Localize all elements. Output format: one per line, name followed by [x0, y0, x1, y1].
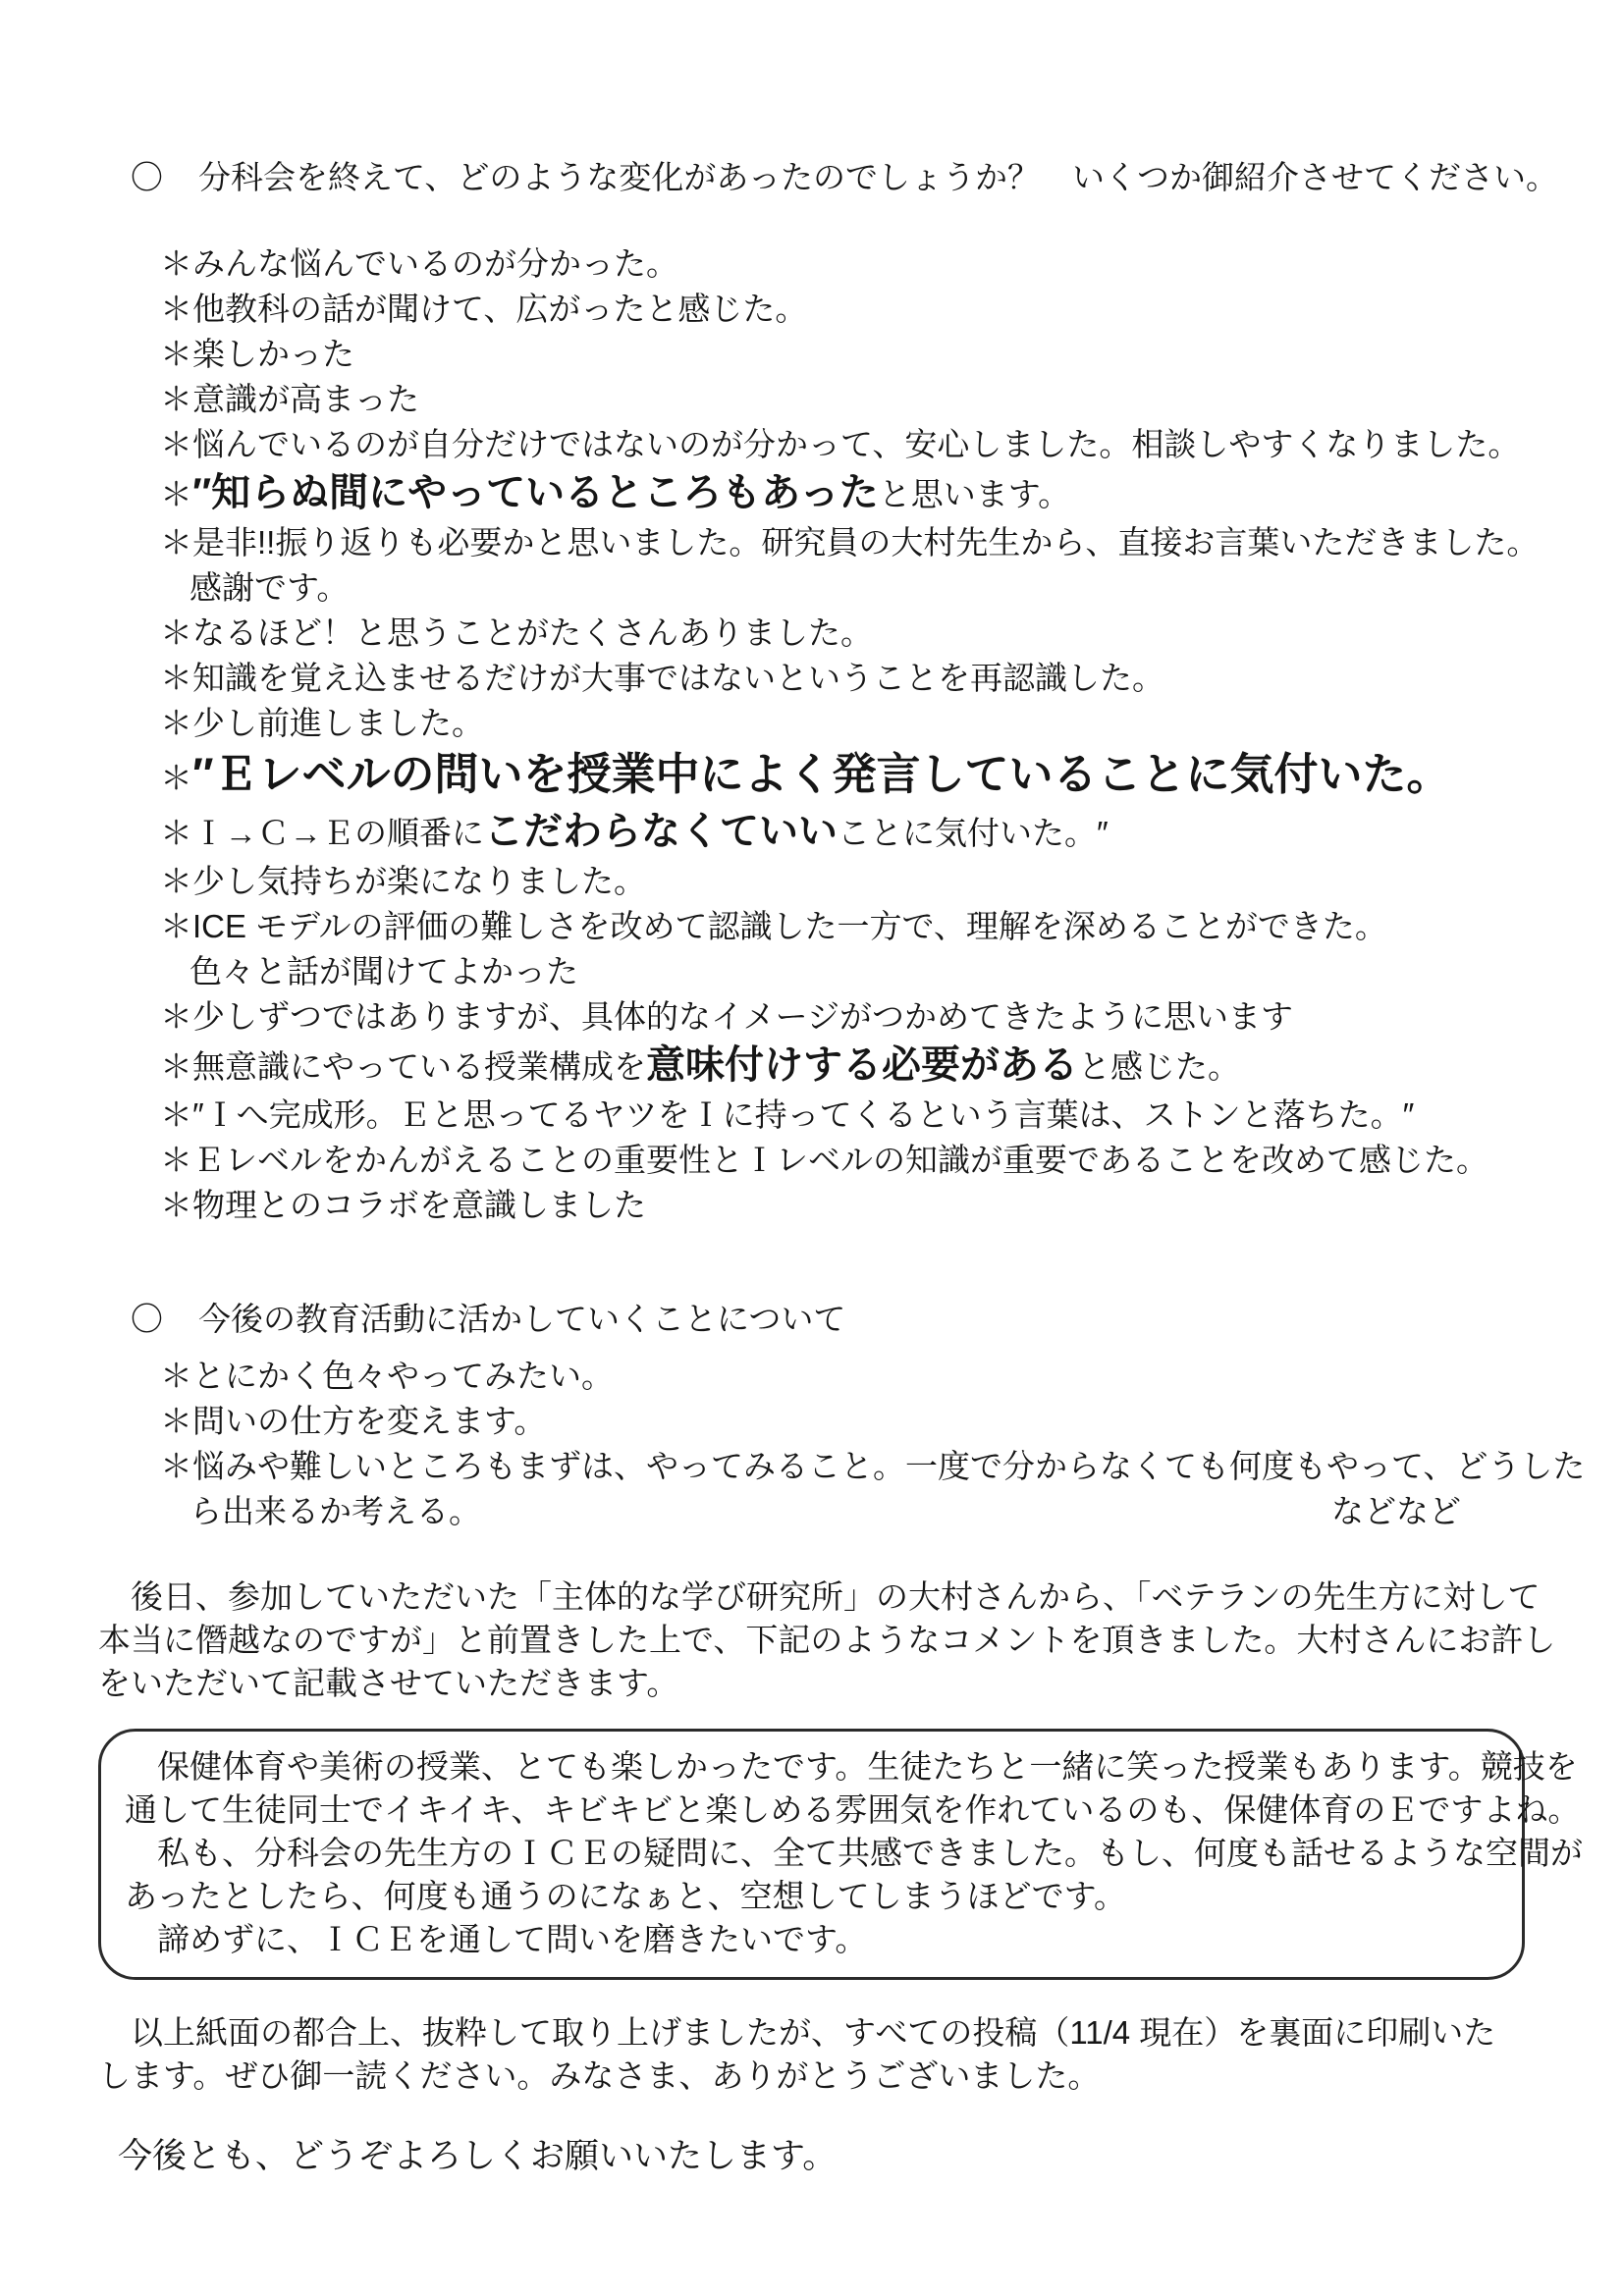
- feedback-item: [160, 859, 1525, 904]
- feedback-text: 少し気持ちが楽になりました。: [192, 863, 646, 899]
- asterisk-bullet: ＊: [160, 1048, 192, 1085]
- feedback-text: なるほど！と思うことがたくさんありました。: [192, 614, 873, 651]
- feedback-text: ことに気付いた。″: [838, 815, 1109, 851]
- asterisk-bullet: ＊: [160, 660, 192, 696]
- feedback-item: [160, 1444, 1586, 1489]
- asterisk-bullet: ＊: [160, 381, 192, 417]
- feedback-text: 意識が高まった: [192, 381, 419, 417]
- feedback-item-continuation: [160, 565, 1525, 611]
- farewell-line: 今後とも、どうぞよろしくお願いいたします。: [118, 2137, 838, 2175]
- feedback-item: [160, 806, 1525, 859]
- followup-paragraph: [98, 1575, 1556, 1705]
- feedback-text: みんな悩んでいるのが分かった。: [192, 245, 678, 282]
- feedback-item: [160, 287, 1525, 332]
- feedback-item: [160, 701, 1525, 746]
- feedback-text: 知識を覚え込ませるだけが大事ではないということを再認識した。: [192, 660, 1164, 696]
- asterisk-bullet: ＊: [160, 863, 192, 899]
- feedback-text: 悩んでいるのが自分だけではないのが分かって、安心しました。相談しやすくなりました。: [192, 426, 1521, 462]
- paragraph-line: します。ぜひ御一読ください。みなさま、ありがとうございました。: [98, 2057, 1101, 2094]
- feedback-item: [160, 1399, 1525, 1444]
- paragraph-line: をいただいて記載させていただきます。: [98, 1665, 679, 1701]
- feedback-item: [160, 467, 1525, 520]
- feedback-text: 無意識にやっている授業構成を: [192, 1048, 646, 1085]
- asterisk-bullet: ＊: [160, 1096, 192, 1133]
- feedback-item: [160, 422, 1525, 467]
- feedback-text-emphasis: こだわらなくていい: [484, 810, 838, 853]
- feedback-text: 楽しかった: [192, 336, 354, 372]
- asterisk-bullet: ＊: [160, 476, 192, 512]
- section-future: [131, 1297, 1586, 1534]
- feedback-text: とにかく色々やってみたい。: [192, 1358, 614, 1394]
- comment-line: 私も、分科会の先生方のＩＣＥの疑問に、全て共感できました。もし、何度も話せるような空間が: [157, 1835, 1583, 1871]
- feedback-item-continuation: [160, 1489, 1525, 1534]
- feedback-text-emphasis: ″Ｅレベルの問いを授業中によく発言していることに気付いた。: [192, 749, 1451, 799]
- paragraph-line: 本当に僭越なのですが」と前置きした上で、下記のようなコメントを頂きました。大村さんにお許し: [98, 1622, 1556, 1658]
- circle-marker: 〇: [131, 159, 163, 195]
- comment-line: あったとしたら、何度も通うのになぁと、空想してしまうほどです。: [125, 1878, 1127, 1914]
- asterisk-bullet: ＊: [160, 614, 192, 651]
- asterisk-bullet: ＊: [160, 524, 192, 561]
- feedback-item: [160, 241, 1525, 287]
- comment-line: 保健体育や美術の授業、とても楽しかったです。生徒たちと一緒に笑った授業もあります。競技を: [157, 1748, 1578, 1785]
- section-changes-heading: [131, 155, 1559, 200]
- feedback-text: ″Ｉへ完成形。Ｅと思ってるヤツをＩに持ってくるという言葉は、ストンと落ちた。″: [192, 1096, 1415, 1133]
- asterisk-bullet: ＊: [160, 760, 192, 796]
- paragraph-line: 以上紙面の都合上、抜粋して取り上げましたが、すべての投稿（11/4 現在）を裏面に印刷いた: [131, 2014, 1496, 2051]
- asterisk-bullet: ＊: [160, 705, 192, 741]
- asterisk-bullet: ＊: [160, 336, 192, 372]
- feedback-item: [160, 904, 1525, 949]
- asterisk-bullet: ＊: [160, 1142, 192, 1178]
- feedback-text-emphasis: ″知らぬ間にやっているところもあった: [192, 471, 879, 514]
- asterisk-bullet: ＊: [160, 426, 192, 462]
- feedback-text: と感じた。: [1078, 1048, 1240, 1085]
- feedback-text: 是非!!振り返りも必要かと思いました。研究員の大村先生から、直接お言葉いただきました。: [192, 524, 1540, 561]
- feedback-item: [160, 746, 1525, 806]
- feedback-text-emphasis: 意味付けする必要がある: [646, 1043, 1078, 1087]
- asterisk-bullet: ＊: [160, 245, 192, 282]
- feedback-item: [160, 994, 1525, 1040]
- feedback-text: ら出来るか考える。: [189, 1493, 481, 1529]
- feedback-text: 問いの仕方を変えます。: [192, 1403, 547, 1439]
- feedback-text: 少し前進しました。: [192, 705, 484, 741]
- comment-line: 諦めずに、ＩＣＥを通して問いを磨きたいです。: [157, 1921, 868, 1957]
- feedback-text: ICE モデルの評価の難しさを改めて認識した一方で、理解を深めることができた。: [192, 908, 1387, 944]
- feedback-text: 感謝です。: [189, 569, 350, 606]
- asterisk-bullet: ＊: [160, 1358, 192, 1394]
- asterisk-bullet: ＊: [160, 1403, 192, 1439]
- feedback-text: 色々と話が聞けてよかった: [189, 953, 578, 989]
- feedback-list: [160, 241, 1540, 1228]
- feedback-item-continuation: [160, 949, 1525, 994]
- section-changes-heading-text: 分科会を終えて、どのような変化があったのでしょうか？ いくつか御紹介させてください。: [198, 159, 1559, 195]
- closing-paragraph: [98, 2011, 1525, 2098]
- feedback-text: 他教科の話が聞けて、広がったと感じた。: [192, 291, 808, 327]
- asterisk-bullet: ＊: [160, 1448, 192, 1484]
- feedback-item: [160, 520, 1540, 565]
- comment-line: 通して生徒同士でイキイキ、キビキビと楽しめる雰囲気を作れているのも、保健体育のＥですよね。: [125, 1791, 1581, 1828]
- future-list: [160, 1354, 1586, 1534]
- feedback-text: Ｉ→Ｃ→Ｅの順番に: [192, 815, 484, 851]
- asterisk-bullet: ＊: [160, 998, 192, 1035]
- section-future-heading-text: 今後の教育活動に活かしていくことについて: [198, 1301, 846, 1337]
- feedback-item: [160, 332, 1525, 377]
- feedback-item: [160, 1354, 1525, 1399]
- asterisk-bullet: ＊: [160, 815, 192, 851]
- feedback-item: [160, 1093, 1525, 1138]
- feedback-item: [160, 1183, 1525, 1228]
- paragraph-line: 後日、参加していただいた「主体的な学び研究所」の大村さんから、「ベテランの先生方に対して: [131, 1578, 1541, 1615]
- section-changes: [131, 155, 1559, 1228]
- feedback-text: と思います。: [878, 476, 1071, 512]
- feedback-item: [160, 377, 1525, 422]
- feedback-item: [160, 1138, 1525, 1183]
- circle-marker: 〇: [131, 1301, 163, 1337]
- feedback-text: 悩みや難しいところもまずは、やってみること。一度で分からなくても何度もやって、どうした: [192, 1448, 1586, 1484]
- feedback-item: [160, 656, 1525, 701]
- asterisk-bullet: ＊: [160, 291, 192, 327]
- feedback-item: [160, 1040, 1525, 1093]
- feedback-text: 物理とのコラボを意識しました: [192, 1187, 646, 1223]
- etc-note: などなど: [1331, 1493, 1461, 1529]
- section-future-heading: [131, 1297, 1525, 1342]
- feedback-text: 少しずつではありますが、具体的なイメージがつかめてきたように思います: [192, 998, 1294, 1035]
- asterisk-bullet: ＊: [160, 908, 192, 944]
- feedback-item: [160, 611, 1525, 656]
- asterisk-bullet: ＊: [160, 1187, 192, 1223]
- comment-box: [98, 1729, 1583, 1980]
- feedback-text: Ｅレベルをかんがえることの重要性とＩレベルの知識が重要であることを改めて感じた。: [192, 1142, 1488, 1178]
